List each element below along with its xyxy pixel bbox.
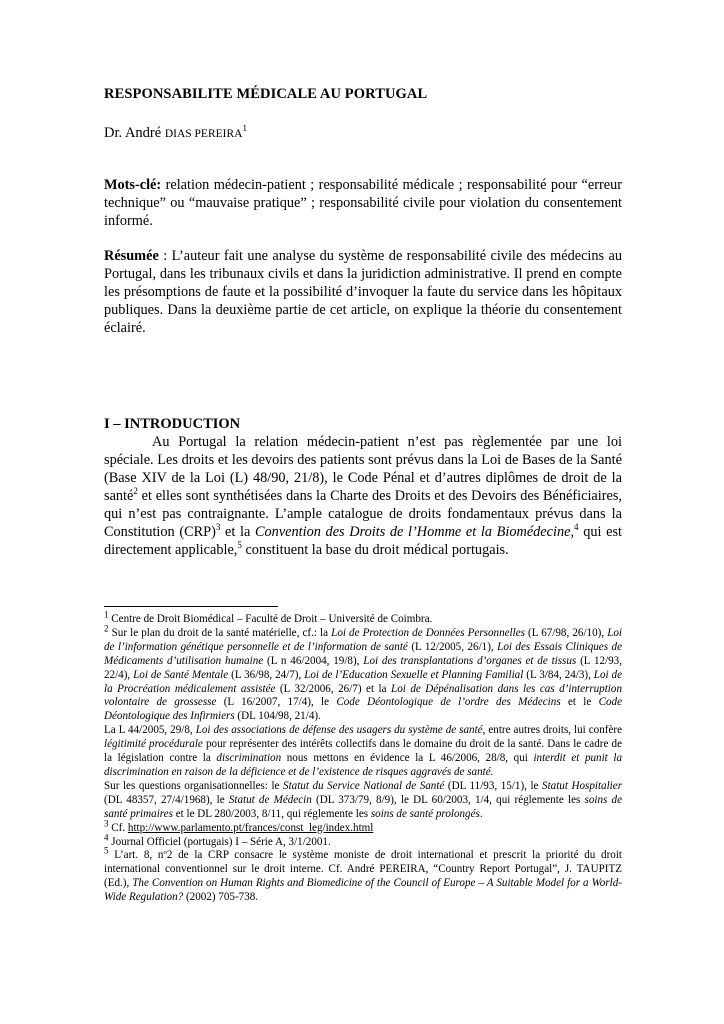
- footnote-2: [104, 623, 623, 724]
- fn-italic: Code Déontologique de l’ordre des Médecins: [336, 696, 561, 709]
- fn-text: (L 12/2005, 26/1),: [407, 640, 498, 653]
- intro-text-2: et elles sont synthétisées dans la Charte des Droits et des Devoirs des Bénéficiaires, qui n’est pas contraignante. L’ample catalogue de droits fondamentaux prévus dans la Constitution (CRP): [104, 488, 622, 540]
- fn-italic: Code Déontologique des Infirmiers: [104, 696, 623, 723]
- fn-text: (L 16/2007, 17/4), le: [216, 696, 337, 709]
- fn-italic: soins de santé prolongés: [370, 807, 480, 820]
- fn-text: Sur les questions organisationnelles: le: [104, 779, 284, 792]
- fn-text: (L 67/98, 26/10),: [524, 626, 608, 639]
- fn-text: (L 3/84, 24/3),: [523, 668, 594, 681]
- keywords-text: relation médecin-patient ; responsabilité médicale ; responsabilité pour “erreur technique” ou “mauvaise pratique” ; responsabilité civile pour violation du consentement informé.: [104, 177, 622, 229]
- footnote-4: [104, 831, 622, 850]
- convention-title: Convention des Droits de l’Homme et la Biomédecine,: [254, 524, 575, 540]
- fn-italic: Loi des transplantations d’organes et de tissus: [363, 654, 577, 667]
- fn-italic: légitimité procédurale: [104, 738, 203, 751]
- fn-italic: Loi de la Procréation médicalement assistée: [104, 668, 622, 695]
- fn-text: (DL 104/98, 21/4).: [234, 710, 321, 723]
- fn-text: La L 44/2005, 29/8,: [104, 724, 196, 737]
- fn-italic: Loi de Dépénalisation dans les cas d’interruption volontaire de grossesse: [104, 682, 622, 709]
- fn-text: (DL 48357, 27/4/1968), le: [104, 793, 229, 806]
- fn-italic: Loi de Santé Mentale: [133, 668, 229, 681]
- footnote-number: 2: [104, 623, 109, 634]
- footnote-ref-5[interactable]: 5: [237, 540, 242, 551]
- footnotes: [104, 609, 623, 905]
- fn-text: , entre autres droits, lui confère: [482, 724, 623, 737]
- fn-text: nous mettons en évidence la L 46/2006, 28/8, qui: [281, 752, 534, 765]
- intro-text-3: et la: [220, 524, 255, 540]
- fn-italic: Loi de l’Education Sexuelle et Planning Familial: [304, 668, 524, 681]
- paper-title: RESPONSABILITE MÉDICALE AU PORTUGAL: [104, 86, 428, 102]
- fn-text: (2002) 705-738.: [183, 891, 259, 904]
- fn-italic: Loi des Essais Cliniques de Médicaments d’utilisation humaine: [104, 640, 622, 667]
- footnote-ref-2[interactable]: 2: [133, 486, 138, 497]
- fn-text: et le DL 280/2003, 8/11, qui réglemente les: [172, 807, 371, 820]
- footnote-2-organisational: [104, 780, 622, 822]
- footnote-number: 5: [104, 845, 109, 856]
- footnote-ref-1[interactable]: 1: [242, 123, 247, 134]
- fn-text: Journal Officiel (portugais) I – Série A, 3/1/2001.: [108, 835, 331, 848]
- fn-text: Sur le plan du droit de la santé matérielle, cf.: la: [108, 626, 332, 639]
- footnote-ref-4[interactable]: 4: [574, 522, 579, 533]
- fn-italic: Statut Hospitalier: [542, 779, 623, 792]
- intro-text-1: Au Portugal la relation médecin-patient n’est pas règlementée par une loi spéciale. Les droits et les devoirs des patients sont prévus dans la Loi de Bases de la Santé (Base XIV de la Loi (L) 48/90, 21/8), le Code Pénal et d’autres diplômes de droit de la santé: [104, 434, 622, 504]
- fn-text: (L 12/93, 22/4),: [104, 654, 622, 681]
- footnote-text: Centre de Droit Biomédical – Faculté de Droit – Université de Coimbra.: [108, 613, 433, 625]
- fn-italic: Loi de l’information génétique personnelle et de l’information de santé: [104, 626, 623, 653]
- keywords-label: Mots-clé:: [104, 177, 162, 193]
- section-heading: I – INTRODUCTION: [104, 416, 241, 432]
- fn-text: .: [479, 807, 483, 820]
- fn-italic: Statut de Médecin: [228, 793, 312, 806]
- author-prefix: Dr. André: [104, 125, 165, 141]
- fn-italic: interdit et punit la discrimination en raison de la déficience et de l’existence de risques aggravés de santé.: [104, 752, 623, 778]
- footnote-number: 1: [104, 609, 109, 620]
- footnote-number: 3: [104, 817, 109, 828]
- footnote-5: [104, 845, 622, 905]
- footnote-number: 4: [104, 831, 109, 842]
- intro-text-4: qui est directement applicable,: [104, 524, 622, 558]
- fn-italic: discrimination: [216, 752, 282, 765]
- fn-text: (DL 11/93, 15/1), le: [444, 779, 543, 792]
- fn-italic: Statut du Service National de Santé: [283, 779, 445, 792]
- fn-text: (L n 46/2004, 19/8),: [263, 654, 364, 667]
- keywords-paragraph: [104, 176, 622, 230]
- fn-text: (DL 373/79, 8/9), le DL 60/2003, 1/4, qui réglemente les: [311, 793, 585, 806]
- fn-italic: Loi de Protection de Données Personnelles: [331, 626, 525, 639]
- abstract-label: Résumée: [104, 248, 159, 264]
- footnote-1: [104, 609, 622, 627]
- footnote-separator: [104, 606, 278, 607]
- fn-text: L’art. 8, nº2 de la CRP consacre le système moniste de droit international et prescrit la priorité du droit international conventionnel sur le droit interne. Cf. André PEREIRA, “Country Report Portugal”, J. TAUPITZ (Ed.),: [104, 849, 622, 890]
- fn-italic: The Convention on Human Rights and Biomedicine of the Council of Europe – A Suitable Model for a World-Wide Regulation?: [104, 877, 622, 904]
- intro-text-5: constituent la base du droit médical portugais.: [241, 542, 509, 558]
- fn-text: pour représenter des intérêts collectifs dans le domaine du droit de la santé. Dans le cadre de la législation contre la: [104, 738, 622, 765]
- introduction-paragraph: [104, 433, 622, 559]
- fn-text: et le: [560, 696, 599, 709]
- author-surname: DIAS PEREIRA: [164, 128, 243, 140]
- footnote-ref-3[interactable]: 3: [215, 522, 221, 533]
- fn-italic: Loi des associations de défense des usagers du système de santé: [195, 724, 483, 737]
- parlamento-link[interactable]: http://www.parlamento.pt/frances/const_leg/index.html: [127, 821, 374, 834]
- fn-text: (L 32/2006, 26/7) et la: [275, 682, 392, 695]
- footnote-2-continued: [104, 724, 622, 780]
- author-line: [104, 125, 622, 142]
- footnote-3: [104, 817, 622, 836]
- fn-text: (L 36/98, 24/7),: [228, 668, 305, 681]
- abstract-paragraph: [104, 247, 622, 337]
- abstract-text: : L’auteur fait une analyse du système de responsabilité civile des médecins au Portugal, dans les tribunaux civils et dans la juridiction administrative. Il prend en compte les présomptions de faute et la possibilité d’invoquer la faute du service dans les hôpitaux publiques. Dans la deuxième partie de cet article, on explique la théorie du consentement éclairé.: [104, 248, 622, 336]
- fn-text: Cf.: [108, 821, 128, 834]
- document-body: [104, 86, 622, 559]
- fn-italic: soins de santé primaires: [104, 793, 622, 820]
